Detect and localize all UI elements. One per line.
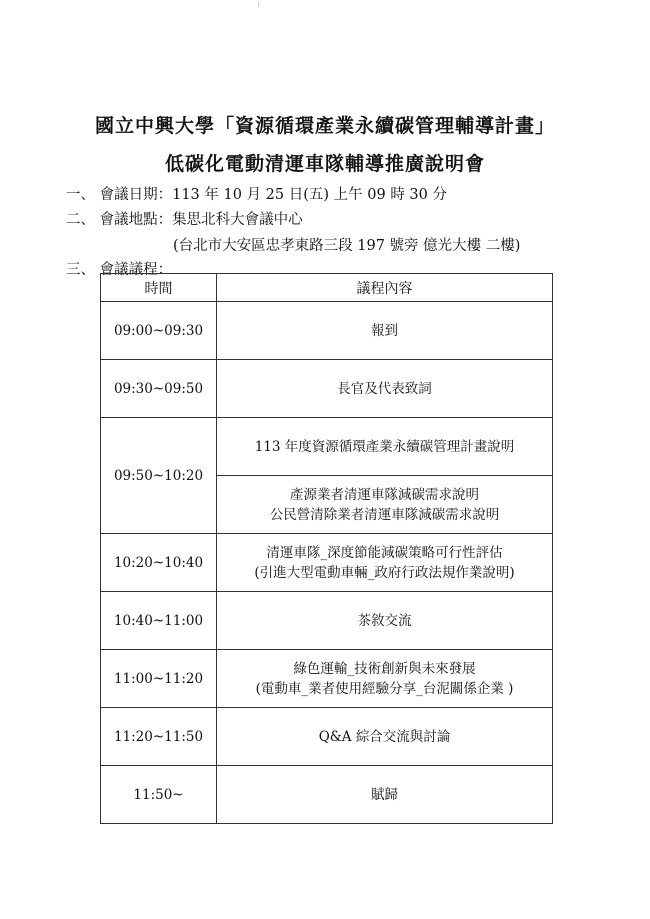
row-content bbox=[217, 534, 553, 592]
scan-mark bbox=[258, 2, 259, 7]
row-content bbox=[217, 766, 553, 824]
table-row bbox=[101, 302, 553, 360]
row-time: 09:00~09:30 bbox=[101, 302, 217, 360]
table-row bbox=[101, 766, 553, 824]
table-row bbox=[101, 418, 553, 534]
table-row bbox=[101, 592, 553, 650]
row-content-line: 公民營清除業者清運車隊減碳需求說明 bbox=[269, 506, 500, 523]
row-time: 11:50~ bbox=[101, 766, 217, 824]
document-subtitle: 低碳化電動清運車隊輔導推廣說明會 bbox=[164, 153, 485, 175]
row-content-line: (電動車_業者使用經驗分享_台泥關係企業 ) bbox=[255, 680, 514, 697]
row-content-line: 清運車隊_深度節能減碳策略可行性評估 bbox=[266, 544, 503, 561]
row-time: 09:30~09:50 bbox=[101, 360, 217, 418]
row-content bbox=[217, 592, 553, 650]
meeting-address: (台北市大安區忠孝東路三段 197 號旁 億光大樓 二樓) bbox=[173, 238, 521, 254]
header-time: 時間 bbox=[101, 274, 217, 302]
agenda-heading: 三、 會議議程： bbox=[66, 262, 173, 278]
row-content-line: 113 年度資源循環產業永續碳管理計畫說明 bbox=[254, 438, 515, 455]
table-row bbox=[101, 708, 553, 766]
row-content bbox=[217, 418, 553, 534]
row-content-line: 賦歸 bbox=[371, 786, 398, 803]
row-content-line: 產源業者清運車隊減碳需求說明 bbox=[290, 486, 479, 503]
agenda-table bbox=[100, 273, 553, 824]
document-title: 國立中興大學「資源循環產業永續碳管理輔導計畫」 bbox=[94, 115, 555, 137]
meeting-location: 二、 會議地點：集思北科大會議中心 bbox=[66, 212, 303, 228]
header-content: 議程內容 bbox=[217, 274, 553, 302]
row-content-line: 茶敘交流 bbox=[357, 612, 412, 629]
row-content bbox=[217, 708, 553, 766]
row-time: 10:40~11:00 bbox=[101, 592, 217, 650]
row-content-line: 報到 bbox=[371, 322, 398, 339]
meeting-date: 一、 會議日期：113 年 10 月 25 日(五) 上午 09 時 30 分 bbox=[66, 187, 447, 203]
row-content-line: Q&A 綜合交流與討論 bbox=[318, 728, 451, 745]
row-content-part bbox=[217, 418, 552, 475]
row-content bbox=[217, 650, 553, 708]
row-content-line: 綠色運輸_技術創新與未來發展 bbox=[293, 660, 476, 677]
row-content-part bbox=[217, 475, 552, 533]
row-time: 10:20~10:40 bbox=[101, 534, 217, 592]
row-time: 11:00~11:20 bbox=[101, 650, 217, 708]
row-time: 11:20~11:50 bbox=[101, 708, 217, 766]
row-content-line: 長官及代表致詞 bbox=[337, 380, 432, 397]
row-content bbox=[217, 360, 553, 418]
table-header-row bbox=[101, 274, 553, 302]
table-row bbox=[101, 650, 553, 708]
row-content bbox=[217, 302, 553, 360]
row-time: 09:50~10:20 bbox=[101, 418, 217, 534]
table-row bbox=[101, 534, 553, 592]
row-content-line: (引進大型電動車輛_政府行政法規作業說明) bbox=[254, 564, 515, 581]
table-row bbox=[101, 360, 553, 418]
